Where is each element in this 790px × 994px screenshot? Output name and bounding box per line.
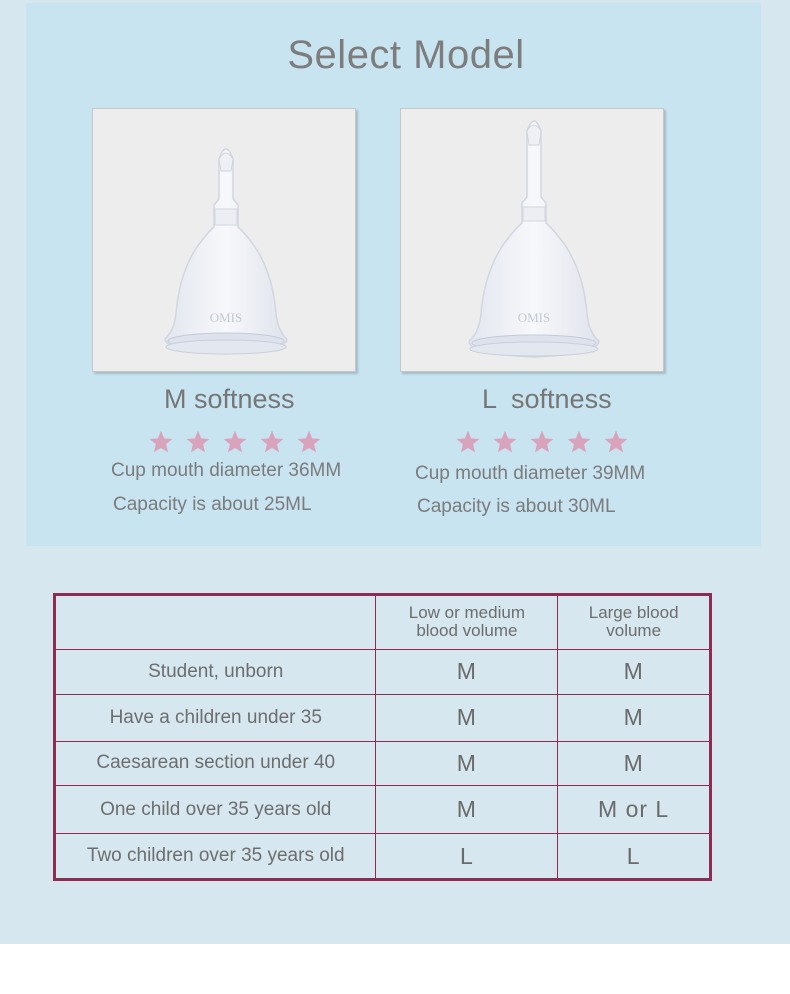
star-icon bbox=[259, 429, 285, 455]
star-icon bbox=[222, 429, 248, 455]
table-header-row bbox=[55, 595, 711, 650]
model-m-capacity: Capacity is about 25ML bbox=[113, 494, 312, 515]
table-row bbox=[55, 649, 711, 694]
model-m-diameter: Cup mouth diameter 36MM bbox=[111, 460, 342, 481]
table-cell-large: M or L bbox=[558, 785, 711, 834]
table-cell-low-medium: M bbox=[376, 741, 558, 785]
table-header-empty bbox=[55, 595, 376, 650]
star-icon bbox=[492, 429, 518, 455]
page-title: Select Model bbox=[287, 33, 525, 77]
table-header-low-medium: Low or medium blood volume bbox=[376, 595, 558, 650]
model-l-image[interactable] bbox=[400, 108, 664, 372]
star-icon bbox=[296, 429, 322, 455]
star-icon bbox=[566, 429, 592, 455]
model-selection-panel bbox=[26, 3, 761, 546]
table-header-large: Large blood volume bbox=[558, 595, 711, 650]
table-row bbox=[55, 834, 711, 880]
model-m-rating bbox=[148, 429, 322, 455]
table-row bbox=[55, 695, 711, 741]
table-cell-low-medium: M bbox=[376, 785, 558, 834]
svg-text:OMIS: OMIS bbox=[517, 310, 551, 325]
table-cell-large: M bbox=[558, 741, 711, 785]
star-icon bbox=[603, 429, 629, 455]
table-cell-situation: One child over 35 years old bbox=[55, 785, 376, 834]
star-icon bbox=[148, 429, 174, 455]
star-icon bbox=[185, 429, 211, 455]
table-cell-situation: Two children over 35 years old bbox=[55, 834, 376, 880]
model-l-capacity: Capacity is about 30ML bbox=[417, 496, 616, 517]
model-l-diameter: Cup mouth diameter 39MM bbox=[415, 463, 646, 484]
model-l-rating bbox=[455, 429, 629, 455]
star-icon bbox=[529, 429, 555, 455]
table-cell-low-medium: L bbox=[376, 834, 558, 880]
table-cell-large: L bbox=[558, 834, 711, 880]
model-m-image[interactable] bbox=[92, 108, 356, 372]
table-cell-low-medium: M bbox=[376, 649, 558, 694]
model-selection-table bbox=[53, 593, 712, 881]
table-row bbox=[55, 785, 711, 834]
model-m-name: M softness bbox=[164, 384, 295, 414]
table-cell-large: M bbox=[558, 649, 711, 694]
table-cell-situation: Caesarean section under 40 bbox=[55, 741, 376, 785]
table-row bbox=[55, 741, 711, 785]
svg-text:OMIS: OMIS bbox=[209, 310, 243, 325]
model-l-name: L softness bbox=[482, 384, 612, 414]
menstrual-cup-l-icon bbox=[401, 109, 663, 371]
menstrual-cup-m-icon bbox=[93, 109, 355, 371]
table-cell-situation: Have a children under 35 bbox=[55, 695, 376, 741]
table-cell-large: M bbox=[558, 695, 711, 741]
table-cell-low-medium: M bbox=[376, 695, 558, 741]
star-icon bbox=[455, 429, 481, 455]
table-cell-situation: Student, unborn bbox=[55, 649, 376, 694]
